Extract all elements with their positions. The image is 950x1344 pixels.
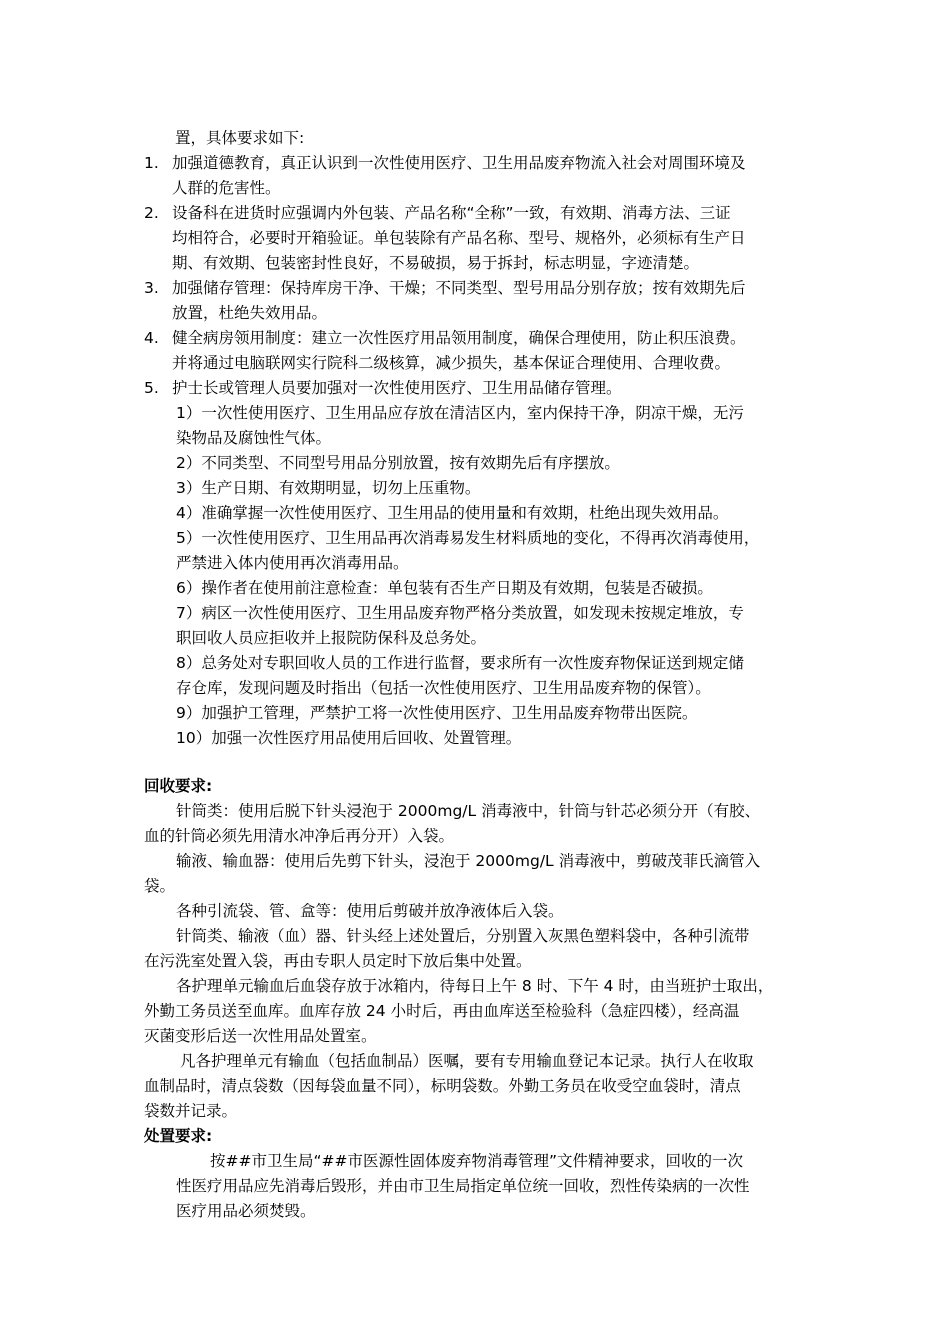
list-item-text: 人群的危害性。 bbox=[172, 179, 281, 197]
sublist-item: 6）操作者在使用前注意检查：单包装有否生产日期及有效期，包装是否破损。 bbox=[176, 579, 713, 597]
list-item-text: 加强道德教育，真正认识到一次性使用医疗、卫生用品废弃物流入社会对周围环境及 bbox=[172, 154, 746, 172]
sublist-item: 8）总务处对专职回收人员的工作进行监督，要求所有一次性废弃物保证送到规定储 bbox=[176, 654, 744, 672]
recovery-paragraph-line: 在污洗室处置入袋，再由专职人员定时下放后集中处置。 bbox=[144, 952, 532, 970]
list-item-text: 加强储存管理：保持库房干净、干燥；不同类型、型号用品分别存放；按有效期先后 bbox=[172, 279, 746, 297]
sublist-item: 职回收人员应拒收并上报院防保科及总务处。 bbox=[176, 629, 487, 647]
list-number: 1. bbox=[144, 154, 159, 172]
sublist-item: 7）病区一次性使用医疗、卫生用品废弃物严格分类放置，如发现未按规定堆放，专 bbox=[176, 604, 744, 622]
list-number: 5. bbox=[144, 379, 159, 397]
disposal-paragraph-line: 按##市卫生局“##市医源性固体废弃物消毒管理”文件精神要求，回收的一次 bbox=[210, 1152, 744, 1170]
recovery-paragraph-line: 血的针筒必须先用清水冲净后再分开）入袋。 bbox=[144, 827, 455, 845]
sublist-item: 10）加强一次性医疗用品使用后回收、处置管理。 bbox=[176, 729, 522, 747]
recovery-paragraph-line: 灭菌变形后送一次性用品处置室。 bbox=[144, 1027, 377, 1045]
list-number: 4. bbox=[144, 329, 159, 347]
list-item-text: 健全病房领用制度：建立一次性医疗用品领用制度，确保合理使用，防止积压浪费。 bbox=[172, 329, 746, 347]
recovery-paragraph-line: 外勤工务员送至血库。血库存放 24 小时后，再由血库送至检验科（急症四楼），经高温 bbox=[144, 1002, 740, 1020]
list-item-text: 期、有效期、包装密封性良好，不易破损，易于拆封，标志明显，字迹清楚。 bbox=[172, 254, 700, 272]
list-item-text: 并将通过电脑联网实行院科二级核算，减少损失，基本保证合理使用、合理收费。 bbox=[172, 354, 731, 372]
list-number: 2. bbox=[144, 204, 159, 222]
sublist-item: 2）不同类型、不同型号用品分别放置，按有效期先后有序摆放。 bbox=[176, 454, 620, 472]
recovery-paragraph-line: 针筒类、输液（血）器、针头经上述处置后，分别置入灰黑色塑料袋中，各种引流带 bbox=[176, 927, 750, 945]
sublist-item: 染物品及腐蚀性气体。 bbox=[176, 429, 332, 447]
list-number: 3. bbox=[144, 279, 159, 297]
recovery-heading: 回收要求: bbox=[144, 777, 213, 795]
sublist-item: 9）加强护工管理，严禁护工将一次性使用医疗、卫生用品废弃物带出医院。 bbox=[176, 704, 698, 722]
sublist-item: 严禁进入体内使用再次消毒用品。 bbox=[176, 554, 409, 572]
recovery-paragraph-line: 袋数并记录。 bbox=[144, 1102, 238, 1120]
disposal-paragraph-line: 性医疗用品应先消毒后毁形，并由市卫生局指定单位统一回收，烈性传染病的一次性 bbox=[176, 1177, 750, 1195]
disposal-paragraph-line: 医疗用品必须焚毁。 bbox=[176, 1202, 316, 1220]
recovery-paragraph-line: 袋。 bbox=[144, 877, 176, 895]
list-item-text: 设备科在进货时应强调内外包装、产品名称“全称”一致，有效期、消毒方法、三证 bbox=[172, 204, 731, 222]
recovery-paragraph-line: 针筒类：使用后脱下针头浸泡于 2000mg/L 消毒液中，针筒与针芯必须分开（有胶、 bbox=[176, 802, 761, 820]
recovery-paragraph-line: 输液、输血器：使用后先剪下针头，浸泡于 2000mg/L 消毒液中，剪破茂菲氏滴管入 bbox=[176, 852, 761, 870]
list-item-text: 均相符合，必要时开箱验证。单包装除有产品名称、型号、规格外，必须标有生产日 bbox=[172, 229, 746, 247]
intro-line: 置，具体要求如下: bbox=[175, 129, 305, 147]
sublist-item: 存仓库，发现问题及时指出（包括一次性使用医疗、卫生用品废弃物的保管）。 bbox=[176, 679, 711, 697]
sublist-item: 1）一次性使用医疗、卫生用品应存放在清洁区内，室内保持干净，阴凉干燥，无污 bbox=[176, 404, 744, 422]
recovery-paragraph-line: 各护理单元输血后血袋存放于冰箱内，待每日上午 8 时、下午 4 时，由当班护士取出， bbox=[176, 977, 774, 995]
sublist-item: 5）一次性使用医疗、卫生用品再次消毒易发生材料质地的变化，不得再次消毒使用， bbox=[176, 529, 760, 547]
sublist-item: 4）准确掌握一次性使用医疗、卫生用品的使用量和有效期，杜绝出现失效用品。 bbox=[176, 504, 729, 522]
disposal-heading: 处置要求: bbox=[144, 1127, 213, 1145]
sublist-item: 3）生产日期、有效期明显，切勿上压重物。 bbox=[176, 479, 481, 497]
list-item-text: 放置，杜绝失效用品。 bbox=[172, 304, 328, 322]
list-item-text: 护士长或管理人员要加强对一次性使用医疗、卫生用品储存管理。 bbox=[172, 379, 622, 397]
recovery-paragraph-line: 各种引流袋、管、盒等：使用后剪破并放净液体后入袋。 bbox=[176, 902, 564, 920]
recovery-paragraph-line: 血制品时，清点袋数（因每袋血量不同），标明袋数。外勤工务员在收受空血袋时，清点 bbox=[144, 1077, 741, 1095]
recovery-paragraph-line: 凡各护理单元有输血（包括血制品）医嘱，要有专用输血登记本记录。执行人在收取 bbox=[180, 1052, 754, 1070]
